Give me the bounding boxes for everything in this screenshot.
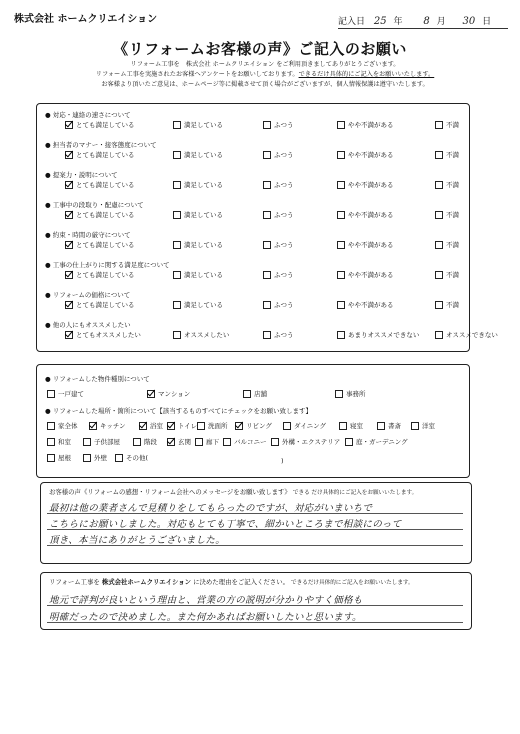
places-heading: ● リフォームした場所・箇所について【該当するものすべてにチェックをお願い致します】 (45, 407, 312, 415)
checkbox[interactable] (263, 151, 271, 159)
question-title-text: 工事中の段取り・配慮について (52, 201, 144, 209)
option-label: 不満 (446, 301, 459, 309)
reason-handwriting-1: 地元で評判が良いという理由と、営業の方の説明が分かりやすく価格も (49, 595, 363, 606)
date-year: 25 (373, 16, 387, 27)
option-label: 不満 (446, 241, 459, 249)
option-q3-3[interactable] (263, 180, 294, 189)
option-label: やや不満がある (348, 151, 394, 159)
property-title: リフォームした物件種別について (52, 375, 150, 383)
survey-question-6 (45, 260, 465, 281)
option-q4-2[interactable] (173, 210, 223, 219)
option-property-4[interactable] (335, 389, 366, 398)
option-q8-4[interactable] (337, 330, 419, 339)
option-q3-4[interactable] (337, 180, 394, 189)
customer-voice-section (40, 482, 472, 564)
reason-heading (49, 577, 414, 586)
question-title: ● 担当者のマナー・接客態度について (45, 141, 157, 149)
date-field (338, 14, 508, 29)
option-label: あまりオススメできない (348, 331, 420, 339)
option-label: 不満 (446, 181, 459, 189)
checkbox[interactable] (337, 151, 345, 159)
option-label: ダイニング (294, 422, 326, 430)
question-title: ● 対応・連絡の速さについて (45, 111, 131, 119)
option-label: やや不満がある (348, 181, 394, 189)
option-label: 不満 (446, 211, 459, 219)
checkbox[interactable] (47, 454, 55, 462)
checkbox[interactable] (411, 422, 419, 430)
other-close-paren: ) (281, 457, 284, 465)
checkbox[interactable] (337, 301, 345, 309)
checkbox[interactable] (435, 331, 443, 339)
question-title: ● 工事中の段取り・配慮について (45, 201, 144, 209)
option-place-1-3[interactable] (139, 421, 163, 430)
checkbox[interactable] (283, 422, 291, 430)
survey-question-1 (45, 110, 465, 131)
checkbox[interactable] (83, 438, 91, 446)
option-place-1-1[interactable] (47, 421, 78, 430)
option-label: オススメしたい (184, 331, 230, 339)
property-and-places-section (36, 364, 470, 478)
question-title: ● 提案力・説明について (45, 171, 118, 179)
option-q5-3[interactable] (263, 240, 294, 249)
satisfaction-survey (36, 103, 498, 352)
option-q1-5[interactable] (435, 120, 459, 129)
option-q7-1[interactable] (65, 300, 135, 309)
checkbox[interactable] (173, 181, 181, 189)
option-label: やや不満がある (348, 211, 394, 219)
option-label: とても満足している (76, 211, 135, 219)
question-title-text: 対応・連絡の速さについて (52, 111, 131, 119)
checkbox[interactable] (337, 121, 345, 129)
option-label: 満足している (184, 121, 223, 129)
option-label: 書斎 (388, 422, 401, 430)
checkbox[interactable] (337, 211, 345, 219)
checkbox[interactable] (263, 271, 271, 279)
checkbox[interactable] (263, 121, 271, 129)
option-q5-2[interactable] (173, 240, 223, 249)
checked-checkbox[interactable] (147, 390, 155, 398)
reason-section (40, 572, 472, 630)
checked-checkbox[interactable] (65, 181, 73, 189)
option-place-3-3[interactable] (115, 453, 148, 462)
checkbox[interactable] (243, 390, 251, 398)
date-label: 記入日 (338, 17, 366, 27)
option-label: トイレ (178, 422, 198, 430)
option-label: ふつう (274, 181, 294, 189)
checkbox[interactable] (263, 241, 271, 249)
checked-checkbox[interactable] (65, 211, 73, 219)
company-name: 株式会社 ホームクリエイション (14, 14, 158, 25)
survey-question-7 (45, 290, 465, 311)
option-label: とても満足している (76, 271, 135, 279)
checkbox[interactable] (173, 271, 181, 279)
reason-heading-a: リフォーム工事を (49, 578, 100, 586)
option-q4-1[interactable] (65, 210, 135, 219)
option-q6-3[interactable] (263, 270, 294, 279)
option-q2-5[interactable] (435, 150, 459, 159)
voice-note: できる だけ具体的にご記入をお願いいたします。 (292, 490, 418, 496)
option-label: バルコニー (234, 438, 267, 446)
option-q1-3[interactable] (263, 120, 294, 129)
voice-heading-text: お客様の声《リフォームの感想・リフォーム会社へのメッセージをお願い致します》 (49, 488, 291, 496)
option-place-1-5[interactable] (197, 421, 228, 430)
voice-heading (49, 487, 417, 496)
option-q4-4[interactable] (337, 210, 394, 219)
checkbox[interactable] (197, 422, 205, 430)
option-label: 満足している (184, 211, 223, 219)
checkbox[interactable] (223, 438, 231, 446)
checkbox[interactable] (173, 211, 181, 219)
option-q2-3[interactable] (263, 150, 294, 159)
option-property-1[interactable] (47, 389, 84, 398)
question-options (45, 210, 465, 221)
checkbox[interactable] (173, 241, 181, 249)
option-label: とてもオススメしたい (76, 331, 141, 339)
option-q6-4[interactable] (337, 270, 394, 279)
option-q6-5[interactable] (435, 270, 459, 279)
option-place-2-8[interactable] (345, 437, 408, 446)
reason-note: できるだけ具体的にご記入をお願いいたします。 (291, 580, 414, 586)
option-label: キッチン (100, 422, 126, 430)
checked-checkbox[interactable] (89, 422, 97, 430)
question-options (45, 270, 465, 281)
question-options (45, 120, 465, 131)
option-label: 満足している (184, 151, 223, 159)
option-q3-2[interactable] (173, 180, 223, 189)
question-options (45, 240, 465, 251)
checkbox[interactable] (345, 438, 353, 446)
option-q6-2[interactable] (173, 270, 223, 279)
form-title: 《リフォームお客様の声》ご記入のお願い (113, 40, 407, 58)
voice-handwriting-3: 頂き、本当にありがとうございました。 (49, 535, 226, 546)
reason-handwriting-2: 明確だったので決めました。また何かあればお願いしたいと思います。 (49, 612, 362, 623)
option-label: やや不満がある (348, 241, 394, 249)
reason-heading-c: に決めた理由をご記入ください。 (193, 578, 289, 586)
option-q4-5[interactable] (435, 210, 459, 219)
option-property-3[interactable] (243, 389, 267, 398)
option-q5-4[interactable] (337, 240, 394, 249)
option-place-2-2[interactable] (83, 437, 120, 446)
option-label: 浴室 (150, 422, 163, 430)
option-place-2-7[interactable] (271, 437, 340, 446)
option-place-1-8[interactable] (339, 421, 363, 430)
option-place-1-2[interactable] (89, 421, 126, 430)
question-title: ● 他の人にもオススメしたい (45, 321, 131, 329)
question-options (45, 180, 465, 191)
question-title-text: リフォームの価格について (52, 291, 131, 299)
checkbox[interactable] (263, 301, 271, 309)
option-label: とても満足している (76, 181, 135, 189)
question-title: ● 約束・時間の厳守について (45, 231, 131, 239)
option-label: 寝室 (350, 422, 363, 430)
option-label: リビング (246, 422, 272, 430)
option-label: 子供部屋 (94, 438, 120, 446)
checkbox[interactable] (83, 454, 91, 462)
option-q5-5[interactable] (435, 240, 459, 249)
checked-checkbox[interactable] (65, 301, 73, 309)
checkbox[interactable] (435, 271, 443, 279)
option-q8-5[interactable] (435, 330, 498, 339)
option-property-2[interactable] (147, 389, 190, 398)
checkbox[interactable] (271, 438, 279, 446)
checked-checkbox[interactable] (65, 151, 73, 159)
survey-question-8 (45, 320, 498, 341)
option-label: ふつう (274, 211, 294, 219)
option-label: 外構・エクステリア (282, 438, 341, 446)
option-label: 満足している (184, 271, 223, 279)
option-label: オススメできない (446, 331, 498, 339)
option-q3-5[interactable] (435, 180, 459, 189)
checkbox[interactable] (337, 331, 345, 339)
option-label: ふつう (274, 121, 294, 129)
checkbox[interactable] (115, 454, 123, 462)
month-unit: 月 (436, 17, 446, 27)
checkbox[interactable] (377, 422, 385, 430)
checkbox[interactable] (435, 241, 443, 249)
option-q7-3[interactable] (263, 300, 294, 309)
checkbox[interactable] (173, 151, 181, 159)
option-label: ふつう (274, 151, 294, 159)
option-q2-2[interactable] (173, 150, 223, 159)
date-month: 8 (423, 16, 430, 27)
option-label: 不満 (446, 121, 459, 129)
survey-question-2 (45, 140, 465, 161)
option-q7-2[interactable] (173, 300, 223, 309)
intro-line-1: リフォーム工事を 株式会社 ホームクリエイション をご利用頂きましてありがとうございます。 (130, 61, 400, 68)
option-place-1-7[interactable] (283, 421, 326, 430)
checked-checkbox[interactable] (65, 121, 73, 129)
voice-handwriting-1: 最初は他の業者さんで見積りをしてもらったのですが、対応がいまいちで (49, 503, 373, 514)
intro-line-2b: できるだけ具体的にご記入をお願いいたします。 (298, 71, 435, 78)
option-label: その他( (126, 454, 149, 462)
option-q6-1[interactable] (65, 270, 135, 279)
option-place-1-6[interactable] (235, 421, 272, 430)
intro-line-3: お客様より頂いたご意見は、ホームページ等に掲載させて頂く場合がございますが、個人情報保護は遵守いたします。 (101, 81, 429, 88)
property-heading: ● リフォームした物件種別について (45, 375, 150, 383)
option-place-2-5[interactable] (195, 437, 219, 446)
question-title: ● リフォームの価格について (45, 291, 131, 299)
checkbox[interactable] (47, 438, 55, 446)
option-q1-2[interactable] (173, 120, 223, 129)
option-label: マンション (158, 390, 191, 398)
question-title-text: 提案力・説明について (52, 171, 118, 179)
option-q2-1[interactable] (65, 150, 135, 159)
option-label: 階段 (144, 438, 157, 446)
option-place-1-4[interactable] (167, 421, 197, 430)
option-q5-1[interactable] (65, 240, 135, 249)
checkbox[interactable] (263, 211, 271, 219)
checkbox[interactable] (133, 438, 141, 446)
option-label: とても満足している (76, 241, 135, 249)
option-label: 外壁 (94, 454, 107, 462)
checkbox[interactable] (337, 181, 345, 189)
checkbox[interactable] (435, 121, 443, 129)
option-label: 屋根 (58, 454, 71, 462)
checked-checkbox[interactable] (65, 241, 73, 249)
date-day: 30 (462, 16, 476, 27)
checkbox[interactable] (173, 301, 181, 309)
option-label: 廊下 (206, 438, 219, 446)
option-q3-1[interactable] (65, 180, 135, 189)
option-place-2-1[interactable] (47, 437, 71, 446)
option-label: やや不満がある (348, 301, 394, 309)
option-place-3-2[interactable] (83, 453, 107, 462)
option-q1-1[interactable] (65, 120, 135, 129)
checked-checkbox[interactable] (235, 422, 243, 430)
option-label: とても満足している (76, 301, 135, 309)
option-label: 和室 (58, 438, 71, 446)
option-label: 一戸建て (58, 390, 84, 398)
voice-handwriting-2: こちらにお願いしました。対応もとても丁寧で、細かいところまで相談にのって (49, 519, 402, 530)
option-place-1-10[interactable] (411, 421, 435, 430)
option-label: 家全体 (58, 422, 78, 430)
checkbox[interactable] (337, 271, 345, 279)
checked-checkbox[interactable] (139, 422, 147, 430)
question-options (45, 330, 498, 341)
checkbox[interactable] (173, 331, 181, 339)
option-label: やや不満がある (348, 271, 394, 279)
checkbox[interactable] (435, 181, 443, 189)
option-q7-5[interactable] (435, 300, 459, 309)
checkbox[interactable] (435, 301, 443, 309)
option-q4-3[interactable] (263, 210, 294, 219)
checkbox[interactable] (173, 121, 181, 129)
option-q8-1[interactable] (65, 330, 141, 339)
option-label: 満足している (184, 241, 223, 249)
option-label: 洋室 (422, 422, 435, 430)
survey-question-5 (45, 230, 465, 251)
option-label: ふつう (274, 331, 294, 339)
option-place-1-9[interactable] (377, 421, 401, 430)
option-label: ふつう (274, 301, 294, 309)
option-label: ふつう (274, 241, 294, 249)
checked-checkbox[interactable] (65, 271, 73, 279)
checked-checkbox[interactable] (167, 438, 175, 446)
checkbox[interactable] (263, 331, 271, 339)
option-label: とても満足している (76, 121, 135, 129)
day-unit: 日 (482, 17, 492, 27)
question-options (45, 150, 465, 161)
checkbox[interactable] (337, 241, 345, 249)
checkbox[interactable] (195, 438, 203, 446)
checkbox[interactable] (435, 151, 443, 159)
survey-question-4 (45, 200, 465, 221)
intro-text (40, 60, 490, 90)
option-q8-2[interactable] (173, 330, 229, 339)
option-place-3-1[interactable] (47, 453, 71, 462)
option-q2-4[interactable] (337, 150, 394, 159)
checkbox[interactable] (47, 390, 55, 398)
checkbox[interactable] (335, 390, 343, 398)
year-unit: 年 (393, 17, 403, 27)
option-label: 玄関 (178, 438, 191, 446)
option-label: 事務所 (346, 390, 366, 398)
option-label: 満足している (184, 181, 223, 189)
intro-line-2 (40, 70, 490, 80)
option-label: 満足している (184, 301, 223, 309)
question-title: ● 工事の仕上がりに関する満足度について (45, 261, 170, 269)
option-place-2-4[interactable] (167, 437, 191, 446)
option-q1-4[interactable] (337, 120, 394, 129)
checkbox[interactable] (263, 181, 271, 189)
checkbox[interactable] (47, 422, 55, 430)
question-title-text: 担当者のマナー・接客態度について (52, 141, 157, 149)
option-label: とても満足している (76, 151, 135, 159)
option-place-2-3[interactable] (133, 437, 157, 446)
option-place-2-6[interactable] (223, 437, 267, 446)
option-label: 不満 (446, 151, 459, 159)
places-title: リフォームした場所・箇所について【該当するものすべてにチェックをお願い致します】 (52, 407, 312, 415)
option-label: 洗面所 (208, 422, 228, 430)
option-label: 庭・ガーデニング (356, 438, 408, 446)
reason-heading-b: 株式会社ホームクリエイション (101, 578, 192, 586)
option-label: やや不満がある (348, 121, 394, 129)
intro-line-2a: リフォーム工事を実施されたお客様へアンケートをお願いしております。 (95, 71, 299, 78)
question-title-text: 他の人にもオススメしたい (52, 321, 131, 329)
checked-checkbox[interactable] (65, 331, 73, 339)
checkbox[interactable] (435, 211, 443, 219)
question-options (45, 300, 465, 311)
question-title-text: 工事の仕上がりに関する満足度について (52, 261, 170, 269)
option-label: ふつう (274, 271, 294, 279)
question-title-text: 約束・時間の厳守について (52, 231, 131, 239)
checkbox[interactable] (339, 422, 347, 430)
option-label: 店舗 (254, 390, 267, 398)
option-label: 不満 (446, 271, 459, 279)
option-q8-3[interactable] (263, 330, 294, 339)
option-q7-4[interactable] (337, 300, 394, 309)
survey-question-3 (45, 170, 465, 191)
checked-checkbox[interactable] (167, 422, 175, 430)
